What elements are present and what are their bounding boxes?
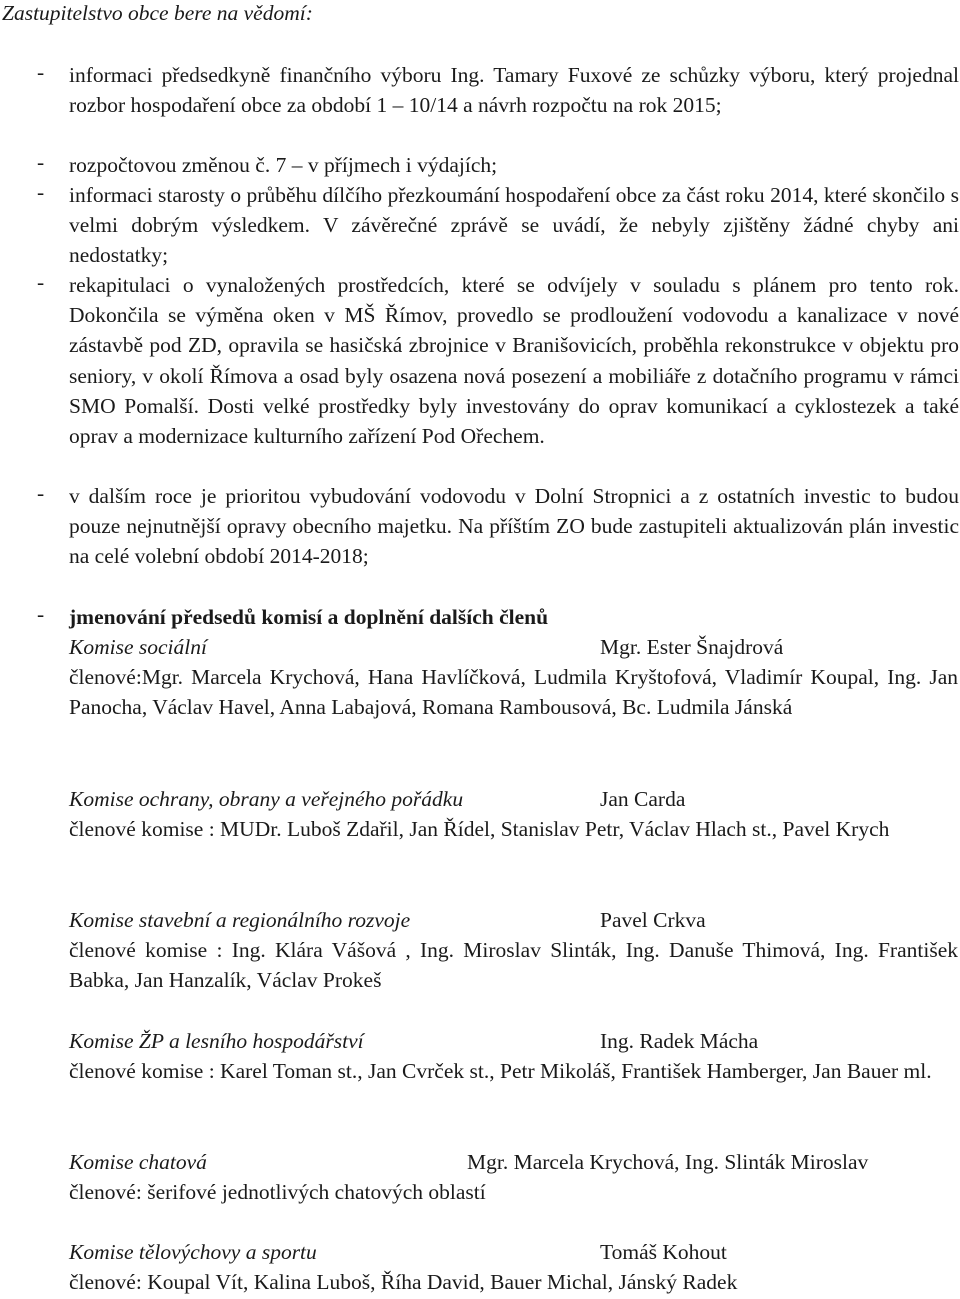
list-dash: - <box>37 150 45 174</box>
committees-title: jmenování předsedů komisí a doplnění dalších členů <box>69 605 549 629</box>
committee-block <box>69 784 958 844</box>
list-item <box>2 150 958 180</box>
committee-chair: Pavel Crkva <box>600 908 706 932</box>
committee-block <box>69 1237 958 1297</box>
page-heading: Zastupitelstvo obce bere na vědomí: <box>2 1 313 25</box>
committee-members: členové:Mgr. Marcela Krychová, Hana Havlíčková, Ludmila Kryštofová, Vladimír Koupal, Ing. Jan Panocha, Václav Havel, Anna Labajová, Romana Rambousová, Bc. Ludmila Jánská <box>69 665 958 720</box>
committee-chair: Mgr. Marcela Krychová, Ing. Slinták Miroslav <box>467 1150 869 1174</box>
committees-item <box>2 602 958 632</box>
list-item <box>2 270 958 451</box>
committee-block <box>69 905 958 995</box>
committee-name: Komise sociální <box>69 635 207 659</box>
committee-name: Komise tělovýchovy a sportu <box>69 1240 317 1264</box>
list-dash: - <box>37 481 45 505</box>
list-item-text: informaci předsedkyně finančního výboru Ing. Tamary Fuxové ze schůzky výboru, který projednal rozbor hospodaření obce za období 1 – 10/14 a návrh rozpočtu na rok 2015; <box>69 63 959 118</box>
list-item <box>2 180 958 271</box>
list-item-text: informaci starosty o průběhu dílčího přezkoumání hospodaření obce za část roku 2014, které skončilo s velmi dobrým výsledkem. V závěrečné zprávě se uvádí, že nebyly zjištěny žádné chyby ani nedostatky; <box>69 183 959 268</box>
list-dash: - <box>37 180 45 204</box>
committee-block <box>69 632 958 722</box>
committee-chair: Tomáš Kohout <box>600 1240 727 1264</box>
committee-members: členové komise : MUDr. Luboš Zdařil, Jan Řídel, Stanislav Petr, Václav Hlach st., Pavel Krych <box>69 817 890 841</box>
list-item-text: v dalším roce je prioritou vybudování vodovodu v Dolní Stropnici a z ostatních investic to budou pouze nejnutnější opravy obecního majetku. Na příštím ZO bude zastupiteli aktualizován plán investic na celé volební období 2014-2018; <box>69 484 959 569</box>
committee-name: Komise ochrany, obrany a veřejného pořádku <box>69 787 464 811</box>
list-dash: - <box>37 60 45 84</box>
committee-name: Komise chatová <box>69 1150 207 1174</box>
committee-name: Komise ŽP a lesního hospodářství <box>69 1029 364 1053</box>
list-item-text: rekapitulaci o vynaložených prostředcích, které se odvíjely v souladu s plánem pro tento rok. Dokončila se výměna oken v MŠ Římov, provedlo se prodloužení vodovodu a kanalizace v nové zástavbě pod ZD, opravila se hasičská zbrojnice v Branišovicích, proběhla rekonstrukce v objektu pro seniory, v okolí Římova a osad byly osazena nová posezení a mobiliáře z dotačního programu v rámci SMO Pomalší. Dosti velké prostředky byly investovány do oprav komunikací a cyklostezek a také oprav a modernizace kulturního zařízení Pod Ořechem. <box>69 273 959 449</box>
committee-block <box>69 1026 958 1086</box>
committee-members: členové: Koupal Vít, Kalina Luboš, Říha David, Bauer Michal, Jánský Radek <box>69 1270 738 1294</box>
committee-chair: Ing. Radek Mácha <box>600 1029 759 1053</box>
committee-name: Komise stavební a regionálního rozvoje <box>69 908 411 932</box>
list-dash: - <box>37 270 45 294</box>
list-item-text: rozpočtovou změnou č. 7 – v příjmech i výdajích; <box>69 153 498 177</box>
committee-chair: Jan Carda <box>600 787 686 811</box>
committee-members: členové komise : Karel Toman st., Jan Cvrček st., Petr Mikoláš, František Hamberger, Jan Bauer ml. <box>69 1059 932 1083</box>
committee-members: členové: šerifové jednotlivých chatových oblastí <box>69 1180 486 1204</box>
committee-members: členové komise : Ing. Klára Vášová , Ing. Miroslav Slinták, Ing. Danuše Thimová, Ing. František Babka, Jan Hanzalík, Václav Prokeš <box>69 938 958 993</box>
list-item <box>2 60 958 120</box>
list-item <box>2 481 958 572</box>
committee-block <box>69 1147 958 1207</box>
committee-chair: Mgr. Ester Šnajdrová <box>600 635 784 659</box>
list-dash: - <box>37 602 45 626</box>
